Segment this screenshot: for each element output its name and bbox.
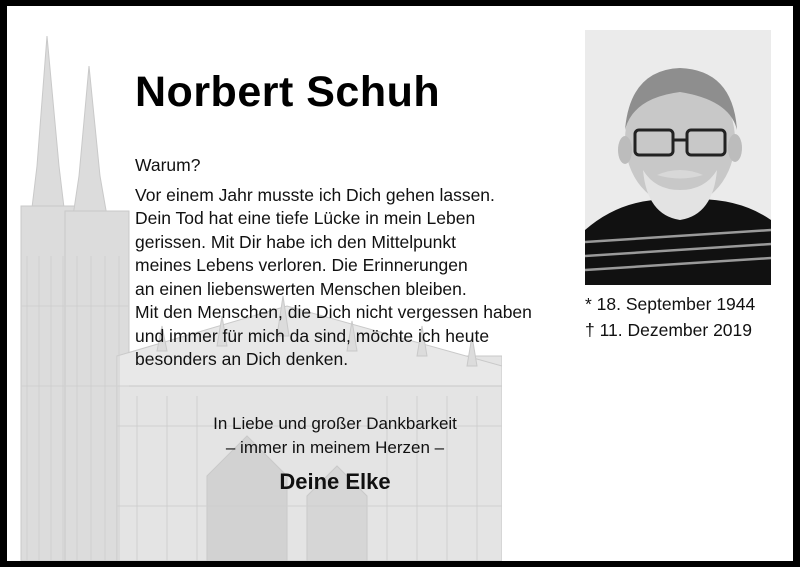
text-line: Mit den Menschen, die Dich nicht vergessen haben: [135, 302, 532, 322]
text-line: und immer für mich da sind, möchte ich heute: [135, 325, 490, 346]
question-line: Warum?: [135, 155, 201, 175]
life-dates: [585, 291, 785, 343]
memorial-text: [135, 154, 575, 372]
signature: Deine Elke: [279, 469, 391, 494]
closing-line: – immer in meinem Herzen –: [225, 438, 445, 457]
birth-date: * 18. September 1944: [585, 294, 756, 314]
text-line: gerissen. Mit Dir habe ich den Mittelpunkt: [135, 231, 456, 252]
obituary-card: [7, 6, 793, 561]
death-date: † 11. Dezember 2019: [585, 320, 753, 340]
closing-block: [185, 412, 485, 496]
text-line: meines Lebens verloren. Die Erinnerungen: [135, 255, 468, 275]
text-line: besonders an Dich denken.: [135, 349, 349, 369]
text-line: Vor einem Jahr musste ich Dich gehen lassen.: [135, 184, 495, 205]
text-line: Dein Tod hat eine tiefe Lücke in mein Leben: [135, 208, 476, 228]
portrait-photo: [585, 30, 771, 285]
deceased-name: Norbert Schuh: [135, 68, 441, 116]
text-line: an einen liebenswerten Menschen bleiben.: [135, 278, 467, 299]
closing-line: In Liebe und großer Dankbarkeit: [213, 414, 457, 433]
